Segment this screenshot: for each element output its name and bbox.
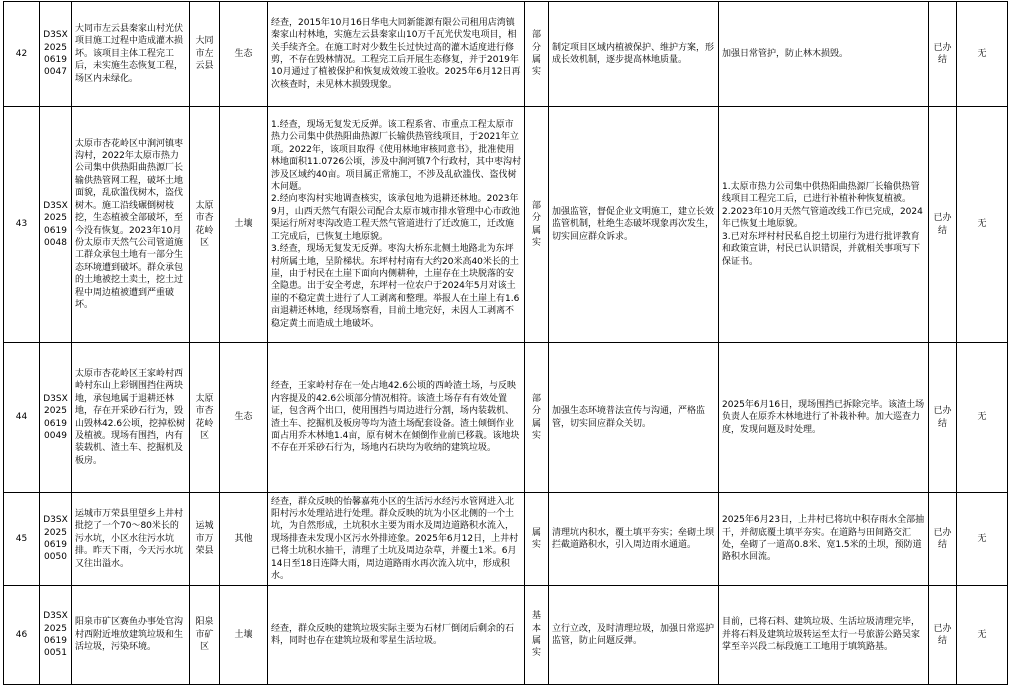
investigation-result: 经查，王家岭村存在一处占地42.6公顷的西岭渣土场，与反映内容提及的42.6公顷部分情况相符。该渣土场存有有效处置证，包含两个出口，使用围挡与周边进行分割，场内装载机、渣土车、挖掘机及板房等均为渣土场配套设备。渣土倾倒作业面占用乔木林地1.4亩，原有树木在倾倒作业前已移栽。该地块不存在开采砂石行为，场地内石块均为收纳的建筑垃圾。 [268, 343, 525, 493]
rectification-result: 加强日常管护，防止林木损毁。 [719, 2, 929, 107]
case-code: D3SX202506190050 [40, 493, 72, 586]
investigation-point: 2.经向枣沟村实地调查核实，该承包地为退耕还林地。2023年9月，山西天然气有限公司配合太原市城市排水管理中心市政池渠运行所对枣沟改造工程天然气管道进行了迁改施工，迁改施工完成后，已恢复土地原貌。 [271, 194, 520, 242]
pollution-type: 土壤 [220, 586, 268, 685]
rectification-result: 目前，已将石料、建筑垃圾、生活垃圾清理完毕，并将石料及建筑垃圾转运至太行一号旅游公路吴家掌至辛兴段二标段施工工地用于填筑路基。 [719, 586, 929, 685]
case-code: D3SX202506190051 [40, 586, 72, 685]
rectification-result: 2025年6月16日，现场围挡已拆除完毕。该渣土场负责人在原乔木林地进行了补栽补种。加大巡查力度，发现问题及时处理。 [719, 343, 929, 493]
result-point: 2.2023年10月天然气管道改线工作已完成，2024年已恢复土地原貌。 [722, 206, 923, 230]
verification-verdict: 部分属实 [525, 107, 549, 343]
investigation-point: 3.经查，现场无复发无反弹。枣沟大桥东北侧土地路北为东坪村所属土地，呈阶梯状。东坪村村南有大约20米高40米长的土崖，由于村民在土崖下面向内侧耕种，土崖存在土块脱落的安全隐患。出于安全考虑，东坪村一位农户于2024年5月对该土崖的不稳定黄土进行了人工剥离和整理。举报人在土崖上有1.6亩退耕还林地，经现场察看，目前土地完好，未因人工剥离不稳定黄土而造成土地破坏。 [271, 244, 520, 329]
handling-measures: 制定项目区域内植被保护、维护方案，形成长效机制，逐步提高林地质量。 [549, 2, 719, 107]
handling-measures: 清理坑内积水，覆土填平夯实；垒砌土坝拦截道路积水，引入周边雨水通道。 [549, 493, 719, 586]
row-number: 44 [4, 343, 40, 493]
case-status: 已办结 [929, 586, 957, 685]
pollution-type: 土壤 [220, 107, 268, 343]
rectification-result: 2025年6月23日，上井村已将坑中积存雨水全部抽干，并彻底覆土填平夯实。在道路与田间路交汇处，垒砌了一道高0.8米、宽1.5米的土坝，预防道路积水回流。 [719, 493, 929, 586]
accountability: 无 [957, 586, 1008, 685]
region: 太原市杏花岭区 [190, 343, 220, 493]
investigation-point: 1.经查，现场无复发无反弹。该工程系省、市重点工程太原市热力公司集中供热阳曲热源厂长输供热管线项目，于2021年立项。2022年，该项目取得《使用林地审核同意书》，批准使用林地面积11.0726公顷，涉及中涧河镇7个行政村，其中枣沟村涉及区域约40亩。项目属正常施工，不涉及乱砍滥伐、盗伐树木问题。 [271, 120, 521, 193]
region: 太原市杏花岭区 [190, 107, 220, 343]
accountability: 无 [957, 107, 1008, 343]
verification-verdict: 部分属实 [525, 343, 549, 493]
region: 阳泉市矿区 [190, 586, 220, 685]
table-row [4, 107, 1008, 343]
table-row [4, 343, 1008, 493]
verification-verdict: 基本属实 [525, 586, 549, 685]
handling-measures: 加强生态环境普法宣传与沟通，严格监管，切实回应群众关切。 [549, 343, 719, 493]
case-status: 已办结 [929, 2, 957, 107]
complaint-description: 阳泉市矿区赛鱼办事处官沟村西附近堆放建筑垃圾和生活垃圾，污染环境。 [72, 586, 190, 685]
table-row [4, 493, 1008, 586]
investigation-result [268, 107, 525, 343]
complaint-description: 太原市杏花岭区王家岭村西岭村东山上彩钢围挡住两块地，承包地属于退耕还林地，存在开采砂石行为，毁山毁林42.6公顷，挖掉松树及植被。现场有围挡，内有装载机、渣土车、挖掘机及板房。 [72, 343, 190, 493]
table-row [4, 586, 1008, 685]
row-number: 46 [4, 586, 40, 685]
case-code: D3SX202506190047 [40, 2, 72, 107]
case-code: D3SX202506190049 [40, 343, 72, 493]
accountability: 无 [957, 2, 1008, 107]
handling-measures: 加强监管，督促企业文明施工，建立长效监管机制，杜绝生态破坏现象再次发生，切实回应群众诉求。 [549, 107, 719, 343]
table-row [4, 2, 1008, 107]
pollution-type: 其他 [220, 493, 268, 586]
row-number: 43 [4, 107, 40, 343]
result-point: 3.已对东坪村村民私自挖土切崖行为进行批评教育和政策宣讲，村民已认识错误，并就相关事项写下保证书。 [722, 231, 921, 267]
verification-verdict: 属实 [525, 493, 549, 586]
row-number: 42 [4, 2, 40, 107]
handling-measures: 立行立改，及时清理垃圾，加强日常巡护监管，防止问题反弹。 [549, 586, 719, 685]
accountability: 无 [957, 493, 1008, 586]
investigation-result: 经查，2015年10月16日华电大同新能源有限公司租用店湾镇秦家山村林地，实施左云县秦家山10万千瓦光伏发电项目，相关手续齐全。在施工时对少数生长过快过高的灌木适度进行修剪，不存在毁林情况。工程完工后开展生态修复，并于2019年10月通过了植被保护和恢复成效竣工验收。2025年6月12日再次核查时，未见林木损毁现象。 [268, 2, 525, 107]
complaint-description: 运城市万荣县里望乡上井村批挖了一个70～80米长的污水坑，小区水往污水坑排。昨天下雨，今天污水坑又往出溢水。 [72, 493, 190, 586]
complaint-description: 太原市杏花岭区中涧河镇枣沟村，2022年太原市热力公司集中供热阳曲热源厂长输供热管网工程，破坏土地面貌，乱砍滥伐树木，盗伐树木。施工沿线碾倒树枝挖，生态植被全部破坏，至今没有恢复。2023年10月份太原市天然气公司管道施工群众承包土地有一部分生态环境遭到破坏。群众承包的土地被挖土卖土，挖土过程中周边植被遭到严重破坏。 [72, 107, 190, 343]
region: 大同市左云县 [190, 2, 220, 107]
pollution-type: 生态 [220, 343, 268, 493]
complaint-table [3, 1, 1008, 685]
rectification-result [719, 107, 929, 343]
investigation-result: 经查，群众反映的怡馨嘉苑小区的生活污水经污水管网进入北阳村污水处理站进行处理。群众反映的坑为小区北侧的一个土坑，为自然形成，土坑积水主要为雨水及周边道路积水流入，现场排查未发现小区污水外排迹象。2025年6月12日，上井村已将土坑积水抽干，清理了土坑及周边杂草，并覆土1米。6月14日至18日连降大雨，周边道路雨水再次流入坑中，形成积水。 [268, 493, 525, 586]
case-status: 已办结 [929, 343, 957, 493]
pollution-type: 生态 [220, 2, 268, 107]
case-status: 已办结 [929, 493, 957, 586]
case-status: 已办结 [929, 107, 957, 343]
verification-verdict: 部分属实 [525, 2, 549, 107]
complaint-description: 大同市左云县秦家山村光伏项目施工过程中造成灌木损坏。该项目主体工程完工后，未实施生态恢复工程，场区内未绿化。 [72, 2, 190, 107]
accountability: 无 [957, 343, 1008, 493]
region: 运城市万荣县 [190, 493, 220, 586]
row-number: 45 [4, 493, 40, 586]
result-point: 1.太原市热力公司集中供热阳曲热源厂长输供热管线项目工程完工后，已进行补植补种恢复植被。 [722, 182, 920, 205]
investigation-result: 经查，群众反映的建筑垃圾实际主要为石材厂倒闭后剩余的石料，同时也存在建筑垃圾和零星生活垃圾。 [268, 586, 525, 685]
case-code: D3SX202506190048 [40, 107, 72, 343]
